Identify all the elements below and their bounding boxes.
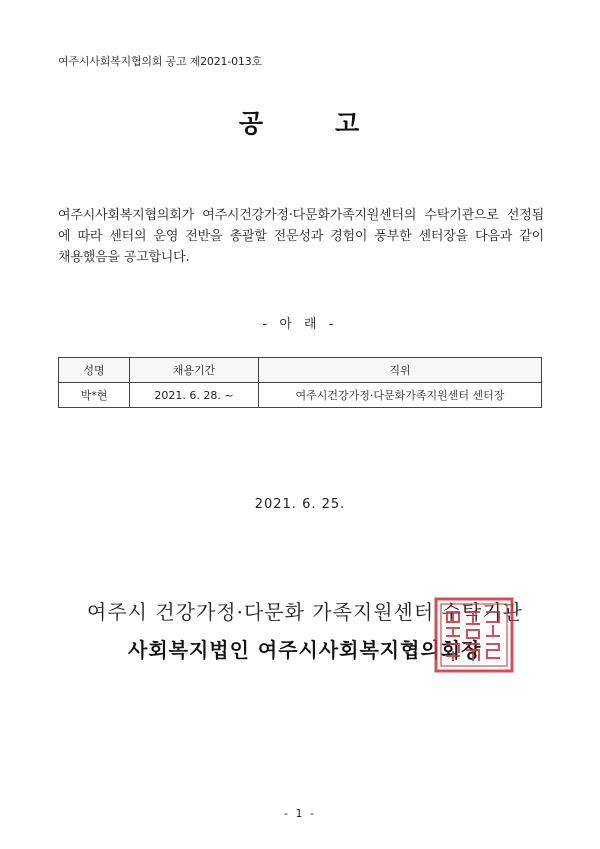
body-line: 에 따라 센터의 운영 전반을 총괄할 전문성과 경험이 풍부한 센터장을 다음과 같이 (58, 229, 544, 244)
title-char-2: 고 (335, 109, 362, 138)
header-period: 채용기간 (130, 358, 259, 383)
body-line: 여주시사회복지협의회가 여주시건강가정·다문화가족지원센터의 수탁기관으로 선정됨 (58, 208, 544, 223)
page-number: - 1 - (284, 807, 316, 820)
cell-name: 박*현 (59, 383, 130, 408)
document-number: 여주시사회복지협의회 공고 제2021-013호 (58, 55, 262, 68)
notice-heading: - 아 래 - (262, 317, 338, 332)
table-row (59, 383, 542, 408)
table-header-row (59, 358, 542, 383)
header-name: 성명 (59, 358, 130, 383)
hiring-table (58, 357, 542, 408)
announcement-date: 2021. 6. 25. (254, 497, 346, 512)
issuer-name: 사회복지법인 여주시사회복지협의회장 (128, 638, 482, 662)
title-char-1: 공 (238, 109, 265, 138)
official-seal-stamp (433, 596, 515, 674)
body-line: 채용했음을 공고합니다. (58, 250, 190, 265)
cell-period: 2021. 6. 28. ~ (130, 383, 259, 408)
cell-position: 여주시건강가정·다문화가족지원센터 센터장 (259, 383, 542, 408)
announcement-body (58, 205, 544, 268)
issuer-organization: 여주시 건강가정·다문화 가족지원센터 수탁기관 (87, 600, 523, 624)
document-title (0, 104, 600, 140)
seal-glyphs (447, 612, 499, 660)
header-position: 직위 (259, 358, 542, 383)
